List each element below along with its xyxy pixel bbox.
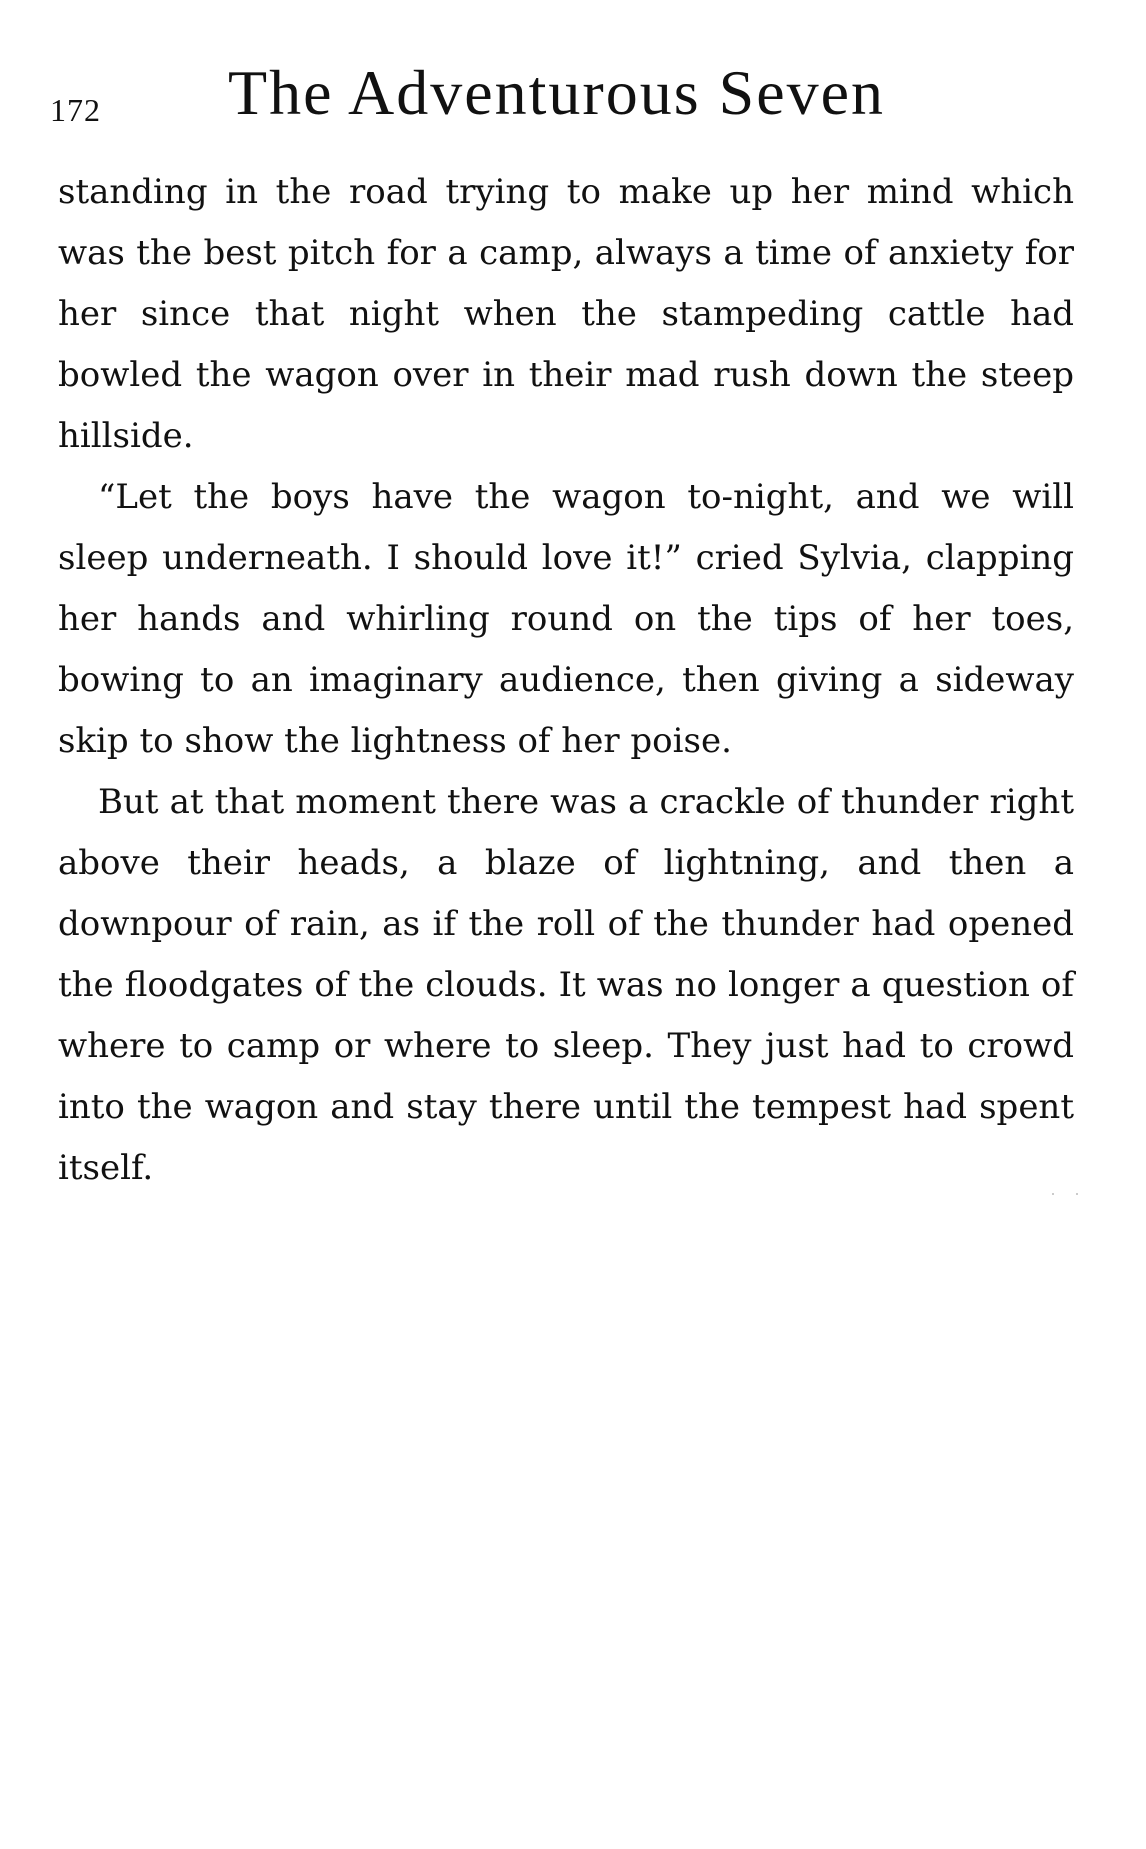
print-speck — [1052, 1193, 1054, 1195]
print-speck — [1076, 1193, 1078, 1195]
paragraph-sylvia-dialogue: “Let the boys have the wagon to-night, and we will sleep underneath. I should love it!” cried Sylvia, clapping her hands and whirling round on the tips of her toes, bowing to an imaginary audience, then giving a sideway skip to show the lightness of her poise. — [58, 477, 1074, 761]
running-title: The Adventurous Seven — [228, 57, 885, 128]
running-head — [50, 56, 1050, 136]
body-text — [58, 162, 1074, 1199]
paragraph-thunderstorm: But at that moment there was a crackle of thunder right above their heads, a blaze of lightning, and then a downpour of rain, as if the roll of the thunder had opened the floodgates of the clouds. It was no longer a question of where to camp or where to sleep. They just had to crowd into the wagon and stay there until the tempest had spent itself. — [58, 782, 1074, 1188]
paragraph-continuation: standing in the road trying to make up her mind which was the best pitch for a camp, always a time of anxiety for her since that night when the stampeding cattle had bowled the wagon over in their mad rush down the steep hillside. — [58, 172, 1074, 456]
page-number: 172 — [50, 92, 101, 128]
